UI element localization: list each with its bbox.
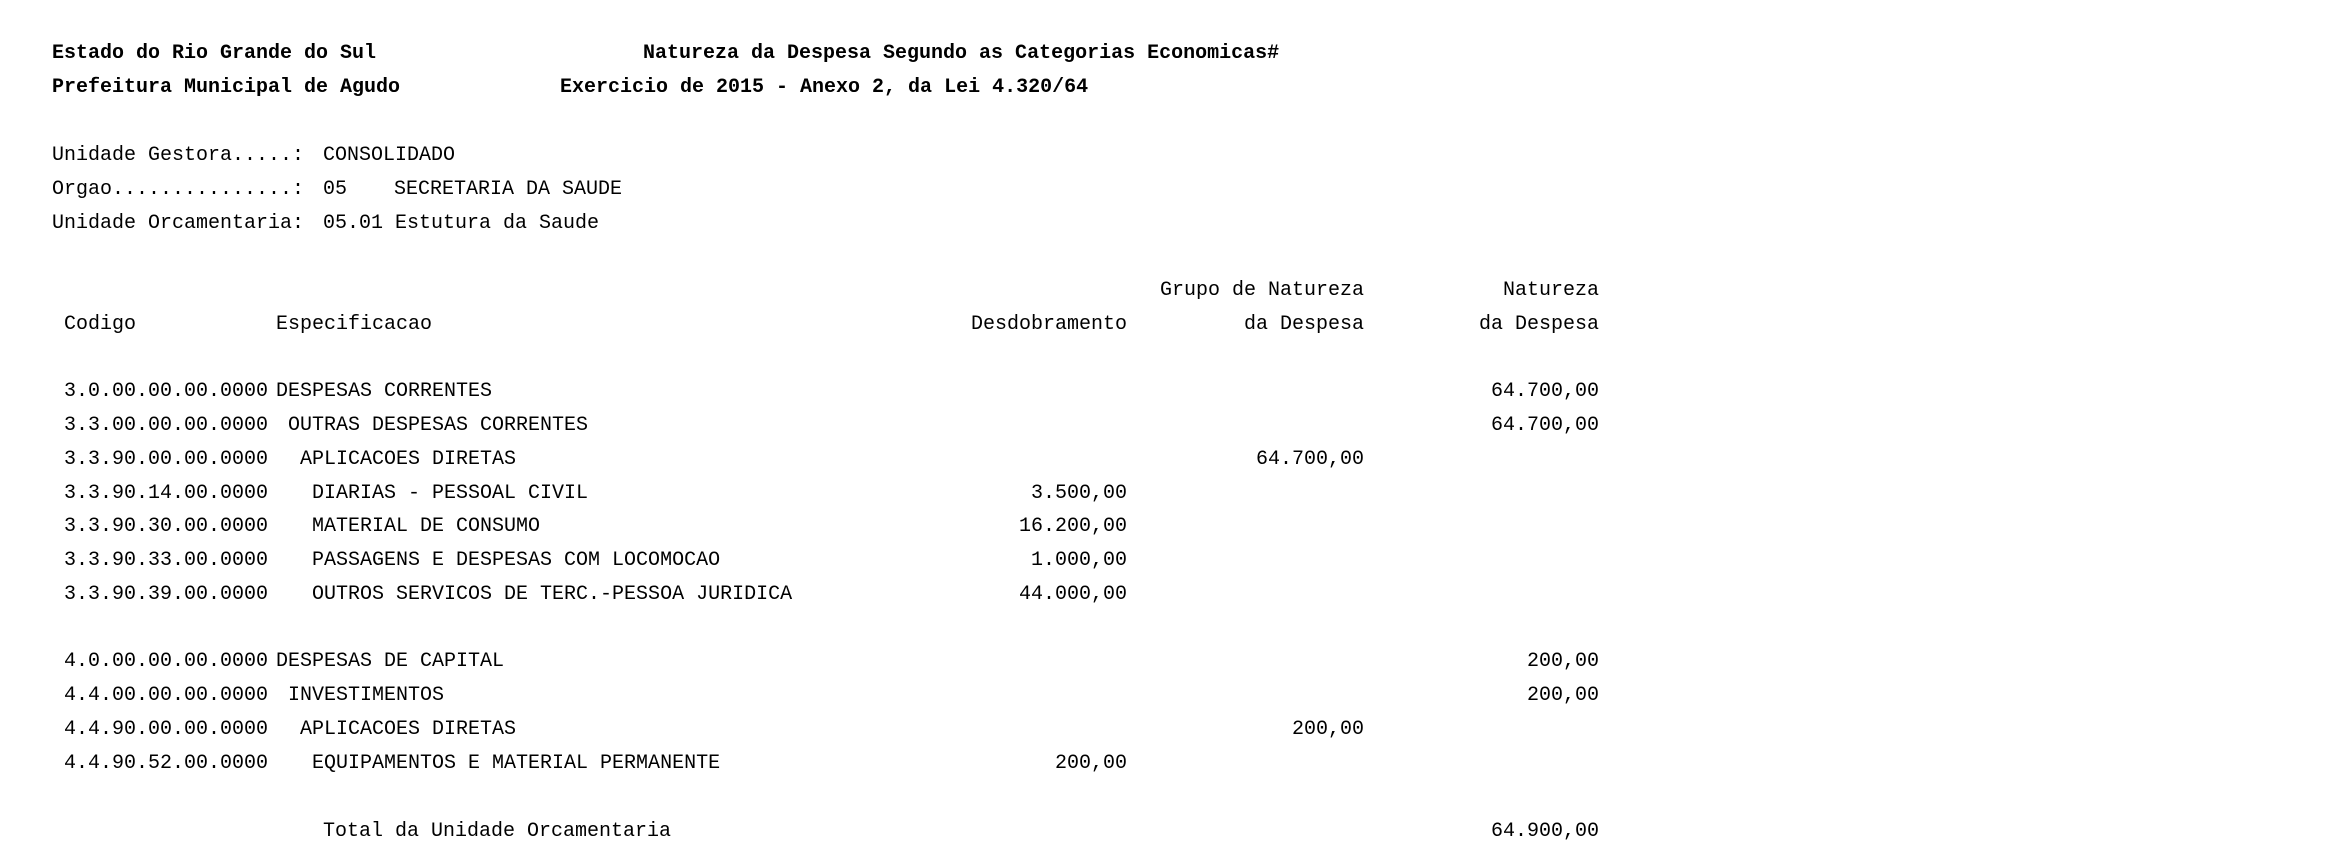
row-especificacao: EQUIPAMENTOS E MATERIAL PERMANENTE bbox=[276, 752, 721, 775]
row-desdobramento: 3.500,00 bbox=[1030, 482, 1127, 505]
unidade-orcamentaria-label: Unidade Orcamentaria: bbox=[52, 212, 305, 235]
row-especificacao: DESPESAS DE CAPITAL bbox=[276, 650, 505, 673]
row-especificacao: OUTRAS DESPESAS CORRENTES bbox=[276, 414, 589, 437]
orgao-label: Orgao...............: bbox=[52, 178, 305, 201]
row-especificacao: APLICACOES DIRETAS bbox=[276, 448, 517, 471]
row-codigo: 4.0.00.00.00.0000 bbox=[64, 650, 269, 673]
total-label: Total da Unidade Orcamentaria bbox=[323, 820, 672, 843]
exercise-title: Exercicio de 2015 - Anexo 2, da Lei 4.320/64 bbox=[560, 76, 1089, 99]
row-especificacao: DESPESAS CORRENTES bbox=[276, 380, 493, 403]
row-especificacao: DIARIAS - PESSOAL CIVIL bbox=[276, 482, 589, 505]
report-title: Natureza da Despesa Segundo as Categorias Economicas# bbox=[643, 42, 1280, 65]
unidade-gestora-value: CONSOLIDADO bbox=[323, 144, 456, 167]
col-grupo-line1: Grupo de Natureza bbox=[1159, 279, 1364, 302]
row-natureza: 200,00 bbox=[1526, 650, 1599, 673]
row-codigo: 3.3.90.33.00.0000 bbox=[64, 549, 269, 572]
orgao-code: 05 bbox=[323, 178, 348, 201]
row-natureza: 200,00 bbox=[1526, 684, 1599, 707]
col-desdobramento: Desdobramento bbox=[970, 313, 1127, 336]
row-codigo: 3.3.00.00.00.0000 bbox=[64, 414, 269, 437]
unidade-orcamentaria-value: 05.01 Estutura da Saude bbox=[323, 212, 600, 235]
row-codigo: 3.3.90.39.00.0000 bbox=[64, 583, 269, 606]
row-desdobramento: 44.000,00 bbox=[1018, 583, 1127, 606]
unidade-gestora-label: Unidade Gestora.....: bbox=[52, 144, 305, 167]
row-desdobramento: 16.200,00 bbox=[1018, 515, 1127, 538]
row-especificacao: PASSAGENS E DESPESAS COM LOCOMOCAO bbox=[276, 549, 721, 572]
row-codigo: 4.4.90.00.00.0000 bbox=[64, 718, 269, 741]
total-value: 64.900,00 bbox=[1490, 820, 1599, 843]
row-especificacao: INVESTIMENTOS bbox=[276, 684, 445, 707]
col-grupo-line2: da Despesa bbox=[1243, 313, 1364, 336]
row-grupo: 64.700,00 bbox=[1255, 448, 1364, 471]
row-desdobramento: 200,00 bbox=[1054, 752, 1127, 775]
municipality-title: Prefeitura Municipal de Agudo bbox=[52, 76, 401, 99]
row-desdobramento: 1.000,00 bbox=[1030, 549, 1127, 572]
row-codigo: 4.4.90.52.00.0000 bbox=[64, 752, 269, 775]
state-title: Estado do Rio Grande do Sul bbox=[52, 42, 377, 65]
col-codigo: Codigo bbox=[64, 313, 137, 336]
row-natureza: 64.700,00 bbox=[1490, 380, 1599, 403]
row-especificacao: MATERIAL DE CONSUMO bbox=[276, 515, 541, 538]
orgao-name: SECRETARIA DA SAUDE bbox=[394, 178, 623, 201]
row-codigo: 3.3.90.30.00.0000 bbox=[64, 515, 269, 538]
col-natureza-line2: da Despesa bbox=[1478, 313, 1599, 336]
row-grupo: 200,00 bbox=[1291, 718, 1364, 741]
row-codigo: 4.4.00.00.00.0000 bbox=[64, 684, 269, 707]
row-natureza: 64.700,00 bbox=[1490, 414, 1599, 437]
col-natureza-line1: Natureza bbox=[1502, 279, 1599, 302]
row-codigo: 3.0.00.00.00.0000 bbox=[64, 380, 269, 403]
col-especificacao: Especificacao bbox=[276, 313, 433, 336]
row-codigo: 3.3.90.14.00.0000 bbox=[64, 482, 269, 505]
row-codigo: 3.3.90.00.00.0000 bbox=[64, 448, 269, 471]
row-especificacao: APLICACOES DIRETAS bbox=[276, 718, 517, 741]
row-especificacao: OUTROS SERVICOS DE TERC.-PESSOA JURIDICA bbox=[276, 583, 793, 606]
